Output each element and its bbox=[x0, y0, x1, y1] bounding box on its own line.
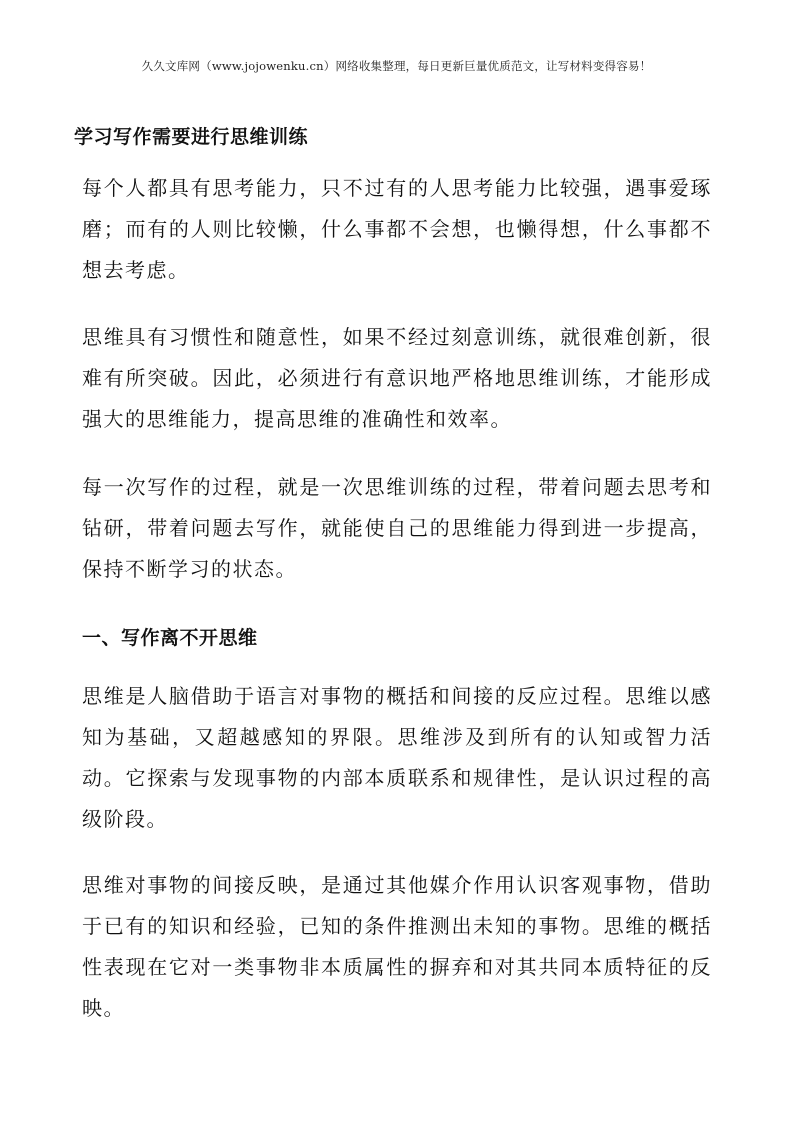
section-heading-1: 一、写作离不开思维 bbox=[82, 627, 258, 649]
document-title: 学习写作需要进行思维训练 bbox=[74, 126, 309, 148]
section-1-paragraph-1: 思维是人脑借助于语言对事物的概括和间接的反应过程。思维以感知为基础，又超越感知的界限。思维涉及到所有的认知或智力活动。它探索与发现事物的内部本质联系和规律性，是认识过程的高级阶段。 bbox=[82, 684, 712, 831]
section-1-paragraph-2: 思维对事物的间接反映，是通过其他媒介作用认识客观事物，借助于已有的知识和经验，已知的条件推测出未知的事物。思维的概括性表现在它对一类事物非本质属性的摒弃和对其共同本质特征的反映。 bbox=[82, 873, 712, 1020]
paragraph-intro-3: 每一次写作的过程，就是一次思维训练的过程，带着问题去思考和钻研，带着问题去写作，就能使自己的思维能力得到进一步提高，保持不断学习的状态。 bbox=[82, 475, 712, 581]
paragraph-intro-2: 思维具有习惯性和随意性，如果不经过刻意训练，就很难创新，很难有所突破。因此，必须进行有意识地严格地思维训练，才能形成强大的思维能力，提高思维的准确性和效率。 bbox=[82, 325, 712, 431]
source-header-note: 久久文库网（www.jojowenku.cn）网络收集整理，每日更新巨量优质范文，让写材料变得容易！ bbox=[141, 59, 652, 73]
paragraph-intro-1: 每个人都具有思考能力，只不过有的人思考能力比较强，遇事爱琢磨；而有的人则比较懒，什么事都不会想，也懒得想，什么事都不想去考虑。 bbox=[82, 176, 712, 282]
